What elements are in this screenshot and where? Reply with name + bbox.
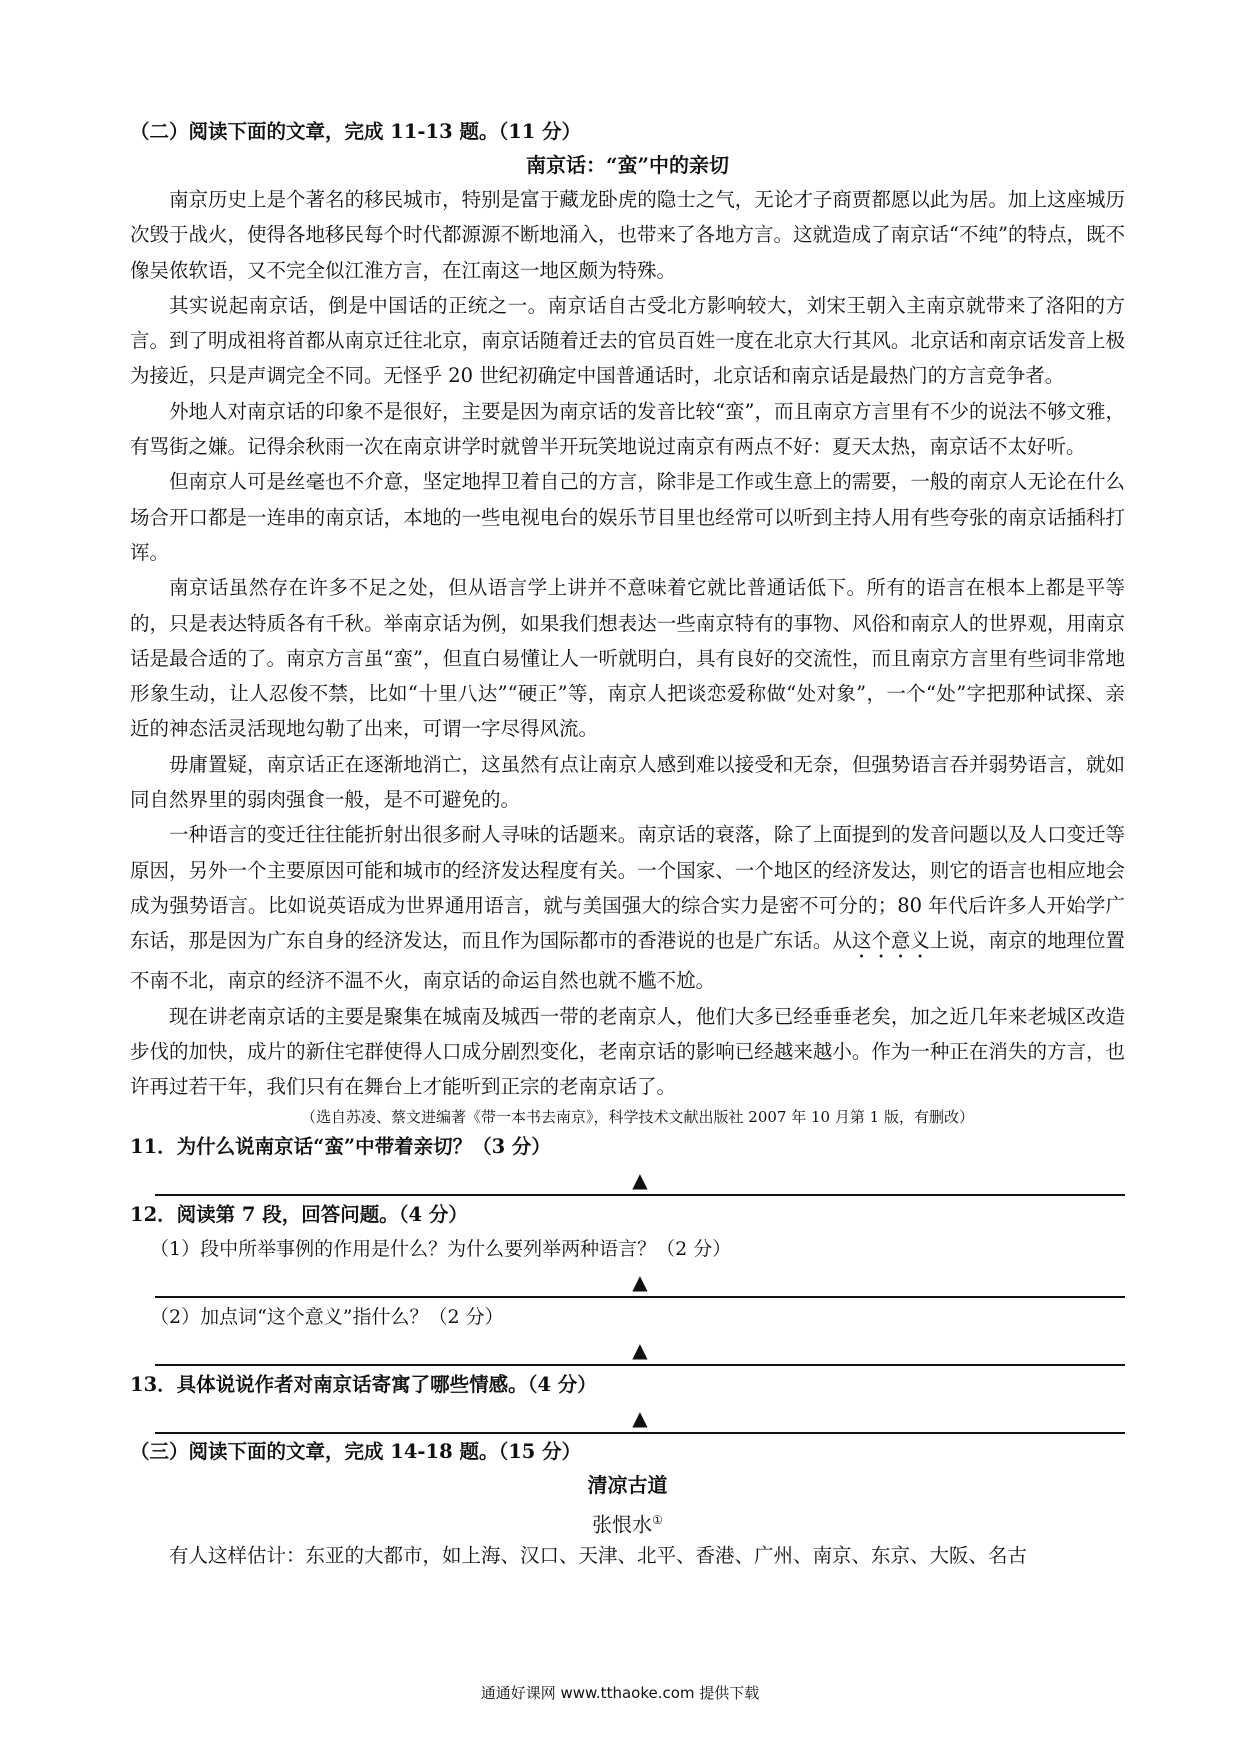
answer-rule xyxy=(155,1194,1125,1196)
question-13: 13．具体说说作者对南京话寄寓了哪些情感。（4 分） xyxy=(130,1373,597,1397)
answer-marker-icon: ▲ xyxy=(632,1270,648,1295)
article-source: （选自苏凌、蔡文进编著《带一本书去南京》，科学技术文献出版社 2007 年 10 月第 1 版，有删改） xyxy=(301,1108,974,1127)
question-12: 12．阅读第 7 段，回答问题。（4 分） xyxy=(130,1203,468,1227)
question-11: 11．为什么说南京话“蛮”中带着亲切？（3 分） xyxy=(130,1135,551,1159)
article2-author xyxy=(130,1502,1125,1538)
answer-line-11[interactable] xyxy=(155,1164,1125,1198)
paragraph-6: 毋庸置疑，南京话正在逐渐地消亡，这虽然有点让南京人感到难以接受和无奈，但强势语言吞并弱势语言，就如同自然界里的弱肉强食一般，是不可避免的。 xyxy=(130,752,1125,812)
answer-line-12-1[interactable] xyxy=(155,1266,1125,1300)
paragraph-7-text-b: 上说，南京的地理位置不南不北，南京的经济不温不火，南京话的命运自然也就不尴不尬。 xyxy=(130,929,1125,993)
page-content xyxy=(130,116,1125,1574)
question-12-2: （2）加点词“这个意义”指什么？（2 分） xyxy=(150,1306,504,1329)
paragraph-7 xyxy=(130,817,1125,998)
paragraph-1: 南京历史上是个著名的移民城市，特别是富于藏龙卧虎的隐士之气，无论才子商贾都愿以此为居。加上这座城历次毁于战火，使得各地移民每个时代都源源不断地涌入，也带来了各地方言。这就造成了南京话“不纯”的特点，既不像吴侬软语，又不完全似江淮方言，在江南这一地区颇为特殊。 xyxy=(130,188,1125,282)
answer-marker-icon: ▲ xyxy=(632,1168,648,1193)
paragraph-4: 但南京人可是丝毫也不介意，坚定地捍卫着自己的方言，除非是工作或生意上的需要，一般的南京人无论在什么场合开口都是一连串的南京话，本地的一些电视电台的娱乐节目里也经常可以听到主持人用有些夸张的南京话插科打诨。 xyxy=(130,470,1125,564)
question-12-1: （1）段中所举事例的作用是什么？为什么要列举两种语言？（2 分） xyxy=(150,1238,732,1261)
page-footer: 通通好课网 www.tthaoke.com 提供下载 xyxy=(480,1684,760,1702)
answer-rule xyxy=(155,1432,1125,1434)
paragraph-5: 南京话虽然存在许多不足之处，但从语言学上讲并不意味着它就比普通话低下。所有的语言在根本上都是平等的，只是表达特质各有千秋。举南京话为例，如果我们想表达一些南京特有的事物、风俗和南京人的世界观，用南京话是最合适的了。南京方言虽“蛮”，但直白易懂让人一听就明白，具有良好的交流性，而且南京方言里有些词非常地形象生动，让人忍俊不禁，比如“十里八达”“硬正”等，南京人把谈恋爱称做“处对象”，一个“处”字把那种试探、亲近的神态活灵活现地勾勒了出来，可谓一字尽得风流。 xyxy=(130,576,1125,741)
answer-line-12-2[interactable] xyxy=(155,1334,1125,1368)
answer-line-13[interactable] xyxy=(155,1402,1125,1436)
paragraph-3: 外地人对南京话的印象不是很好，主要是因为南京话的发音比较“蛮”，而且南京方言里有不少的说法不够文雅，有骂街之嫌。记得余秋雨一次在南京讲学时就曾半开玩笑地说过南京有两点不好：夏天太热，南京话不太好听。 xyxy=(130,399,1125,459)
article2-title: 清凉古道 xyxy=(587,1473,668,1498)
paragraph-2: 其实说起南京话，倒是中国话的正统之一。南京话自古受北方影响较大，刘宋王朝入主南京就带来了洛阳的方言。到了明成祖将首都从南京迁往北京，南京话随着迁去的官员百姓一度在北京大行其风。北京话和南京话发音上极为接近，只是声调完全不同。无怪乎 20 世纪初确定中国普通话时，北京话和南京话是最热门的方言竞争者。 xyxy=(130,293,1125,388)
answer-marker-icon: ▲ xyxy=(632,1406,648,1431)
section2-heading: （二）阅读下面的文章，完成 11-13 题。（11 分） xyxy=(130,120,582,143)
article-title: 南京话：“蛮”中的亲切 xyxy=(525,153,729,177)
footnote-marker: ① xyxy=(652,1513,663,1528)
article-body xyxy=(130,182,1125,1104)
answer-rule xyxy=(155,1296,1125,1298)
paragraph-7-text-a: 一种语言的变迁往往能折射出很多耐人寻味的话题来。南京话的衰落，除了上面提到的发音问题以及人口变迁等原因，另外一个主要原因可能和城市的经济发达程度有关。一个国家、一个地区的经济发达，则它的语言也相应地会成为强势语言。比如说英语成为世界通用语言，就与美国强大的综合实力是密不可分的；80 年代后许多人开始学广东话，那是因为广东自身的经济发达，而且作为国际都市的香港说的也是广东话。从 xyxy=(130,823,1125,953)
section3-heading: （三）阅读下面的文章，完成 14-18 题。（15 分） xyxy=(130,1440,582,1464)
article2-first-line: 有人这样估计：东亚的大都市，如上海、汉口、天津、北平、香港、广州、南京、东京、大阪、名古 xyxy=(169,1544,1028,1568)
author-name: 张恨水 xyxy=(592,1513,653,1538)
answer-marker-icon: ▲ xyxy=(632,1338,648,1363)
paragraph-8: 现在讲老南京话的主要是聚集在城南及城西一带的老南京人，他们大多已经垂垂老矣，加之近几年来老城区改造步伐的加快，成片的新住宅群使得人口成分剧烈变化，老南京话的影响已经越来越小。作为一种正在消失的方言，也许再过若干年，我们只有在舞台上才能听到正宗的老南京话了。 xyxy=(130,1004,1125,1099)
dotted-phrase: 这个意义 xyxy=(851,929,930,953)
answer-rule xyxy=(155,1364,1125,1366)
